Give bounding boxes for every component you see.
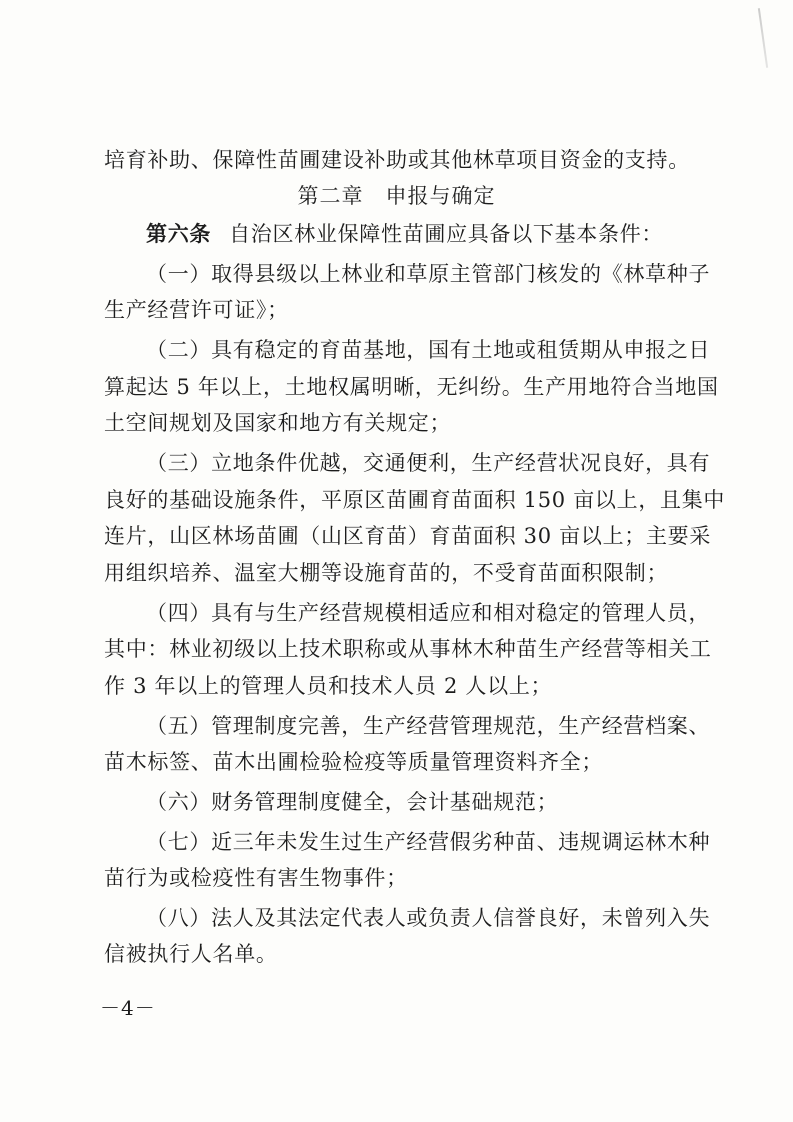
text-line: 苗木标签、苗木出圃检验检疫等质量管理资料齐全；: [104, 750, 604, 774]
text-line: 用组织培养、温室大棚等设施育苗的，不受育苗面积限制；: [104, 561, 669, 585]
text-line: 其中：林业初级以上技术职称或从事林木种苗生产经营等相关工: [104, 637, 712, 661]
text-line: 算起达 5 年以上，土地权属明晰，无纠纷。生产用地符合当地国: [104, 375, 719, 399]
text-line: 生产经营许可证》；: [104, 298, 289, 322]
text-line: （四）具有与生产经营规模相适应和相对稳定的管理人员，: [146, 601, 711, 625]
text-line: 信被执行人名单。: [104, 942, 278, 966]
text-line: （七）近三年未发生过生产经营假劣种苗、违规调运林木种: [146, 830, 711, 854]
text-line: 作 3 年以上的管理人员和技术人员 2 人以上；: [104, 674, 553, 698]
text-line: 连片，山区林场苗圃（山区育苗）育苗面积 30 亩以上；主要采: [104, 524, 712, 548]
chapter-heading: 第二章 申报与确定: [297, 184, 496, 208]
text-line: （三）立地条件优越，交通便利，生产经营状况良好，具有: [146, 451, 711, 475]
article-text: 自治区林业保障性苗圃应具备以下基本条件：: [229, 222, 664, 246]
scan-edge-mark: [758, 8, 768, 68]
page-number: －4－: [100, 996, 156, 1020]
text-line: （二）具有稳定的育苗基地，国有土地或租赁期从申报之日: [146, 338, 711, 362]
text-line: 良好的基础设施条件，平原区苗圃育苗面积 150 亩以上，且集中: [104, 488, 726, 512]
text-line: 苗行为或检疫性有害生物事件；: [104, 866, 408, 890]
text-line: （五）管理制度完善，生产经营管理规范，生产经营档案、: [146, 714, 711, 738]
article-line: [146, 221, 663, 247]
text-line: （一）取得县级以上林业和草原主管部门核发的《林草种子: [146, 262, 711, 286]
text-line: （八）法人及其法定代表人或负责人信誉良好，未曾列入失: [146, 906, 711, 930]
article-label: 第六条: [146, 222, 212, 246]
text-line: 土空间规划及国家和地方有关规定；: [104, 411, 452, 435]
text-line: 培育补助、保障性苗圃建设补助或其他林草项目资金的支持。: [104, 148, 690, 172]
text-line: （六）财务管理制度健全，会计基础规范；: [146, 790, 559, 814]
